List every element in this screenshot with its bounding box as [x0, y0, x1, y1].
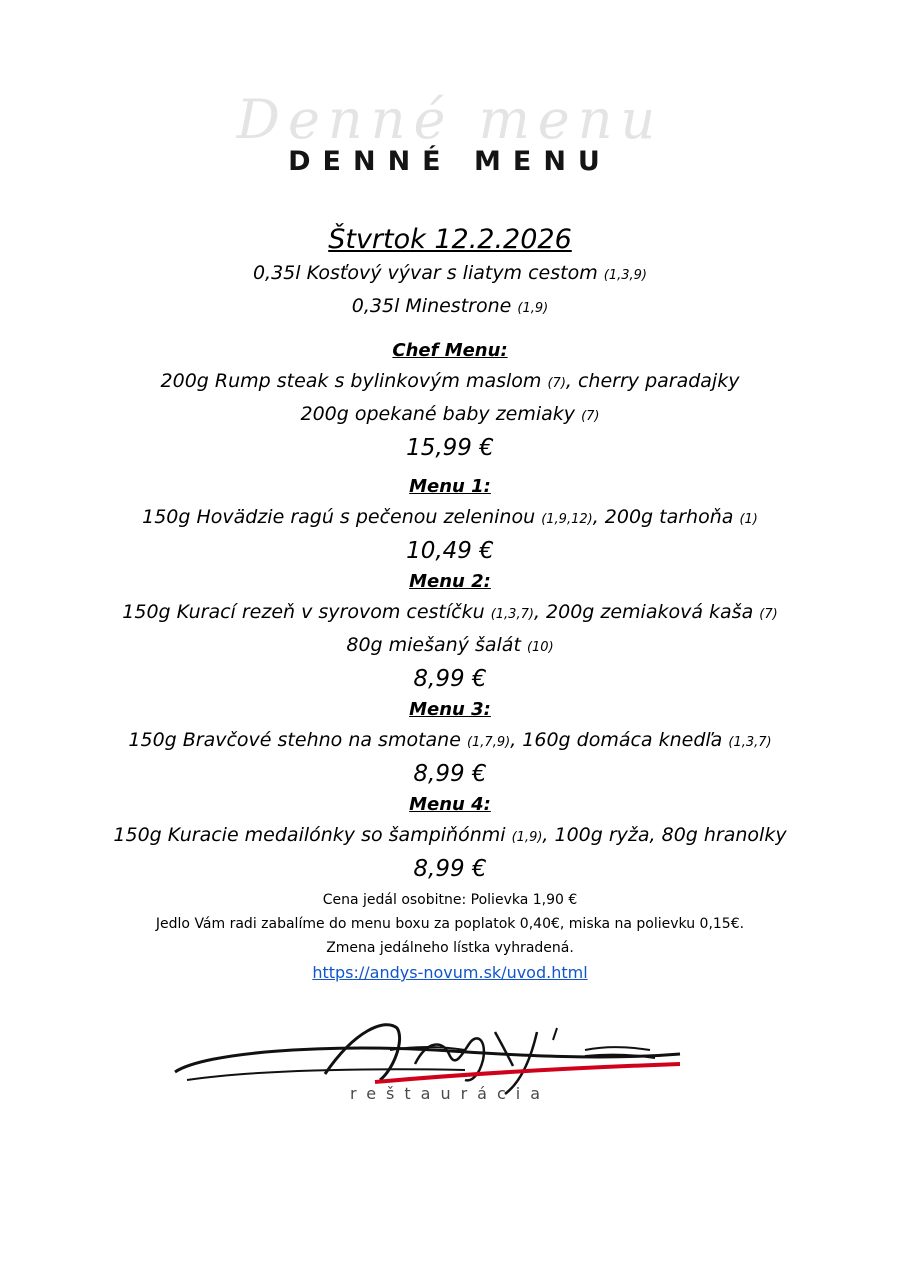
allergen-codes: (7): [759, 607, 778, 622]
menu-2-heading: Menu 2:: [409, 571, 491, 592]
allergen-codes: (1,9,12): [541, 512, 593, 527]
header-watermark: Denné menu: [236, 88, 664, 151]
allergen-codes: (10): [526, 640, 554, 655]
menu-1-price: 10,49 €: [406, 538, 494, 564]
dish-name: , 160g domáca knedľa: [510, 729, 723, 751]
dish-name: , 100g ryža, 80g hranolky: [542, 824, 787, 846]
menu-4-heading: Menu 4:: [409, 794, 491, 815]
dish-name: 200g opekané baby zemiaky: [300, 403, 576, 425]
menu-4-price: 8,99 €: [413, 856, 487, 882]
allergen-codes: (7): [547, 376, 566, 391]
page-title: DENNÉ MENU: [288, 146, 612, 177]
menu-3-heading: Menu 3:: [409, 699, 491, 720]
menu-2-price: 8,99 €: [413, 666, 487, 692]
allergen-codes: (1,3,7): [728, 735, 772, 750]
dish-name: 150g Kurací rezeň v syrovom cestíčku: [122, 601, 485, 623]
menu-1-heading: Menu 1:: [409, 476, 491, 497]
website-link[interactable]: https://andys-novum.sk/uvod.html: [312, 963, 588, 982]
dish-name: 200g Rump steak s bylinkovým maslom: [160, 370, 542, 392]
menu-2-side: [0, 630, 900, 663]
allergen-codes: (1,9): [517, 301, 549, 316]
dish-name: , cherry paradajky: [565, 370, 740, 392]
allergen-codes: (1,7,9): [466, 735, 511, 750]
soup-item: [0, 258, 900, 291]
allergen-codes: (1,9): [511, 830, 543, 845]
menu-2-dish: [0, 597, 900, 630]
soup-price-note: Cena jedál osobitne: Polievka 1,90 €: [322, 892, 578, 908]
chef-menu-dish: [0, 366, 900, 399]
dish-name: 150g Bravčové stehno na smotane: [128, 729, 461, 751]
menu-date: Štvrtok 12.2.2026: [328, 224, 572, 255]
menu-3-price: 8,99 €: [413, 761, 487, 787]
menu-change-note: Zmena jedálneho lístka vyhradená.: [326, 940, 574, 956]
allergen-codes: (1): [739, 512, 758, 527]
soup-name: 0,35l Minestrone: [351, 295, 512, 317]
soup-name: 0,35l Kosťový vývar s liatym cestom: [252, 262, 598, 284]
allergen-codes: (7): [581, 409, 600, 424]
chef-menu-price: 15,99 €: [406, 435, 494, 461]
packaging-note: Jedlo Vám radi zabalíme do menu boxu za poplatok 0,40€, miska na polievku 0,15€.: [155, 916, 745, 932]
chef-menu-heading: Chef Menu:: [392, 340, 508, 361]
dish-name: 150g Kuracie medailónky so šampiňónmi: [113, 824, 506, 846]
footer-notes: [0, 888, 900, 986]
allergen-codes: (1,3,7): [490, 607, 534, 622]
chef-menu-side: [0, 399, 900, 432]
menu-1-dish: [0, 502, 900, 535]
logo-script-text: Andy's: [367, 1030, 503, 1076]
menu-3-dish: [0, 725, 900, 758]
dish-name: 80g miešaný šalát: [346, 634, 521, 656]
soup-item: [0, 291, 900, 324]
menu-content: [0, 222, 900, 885]
dish-name: 150g Hovädzie ragú s pečenou zeleninou: [142, 506, 536, 528]
menu-4-dish: [0, 820, 900, 853]
logo-subtitle: reštaurácia: [349, 1084, 551, 1103]
dish-name: , 200g zemiaková kaša: [533, 601, 754, 623]
allergen-codes: (1,3,9): [603, 268, 648, 283]
dish-name: , 200g tarhoňa: [592, 506, 734, 528]
